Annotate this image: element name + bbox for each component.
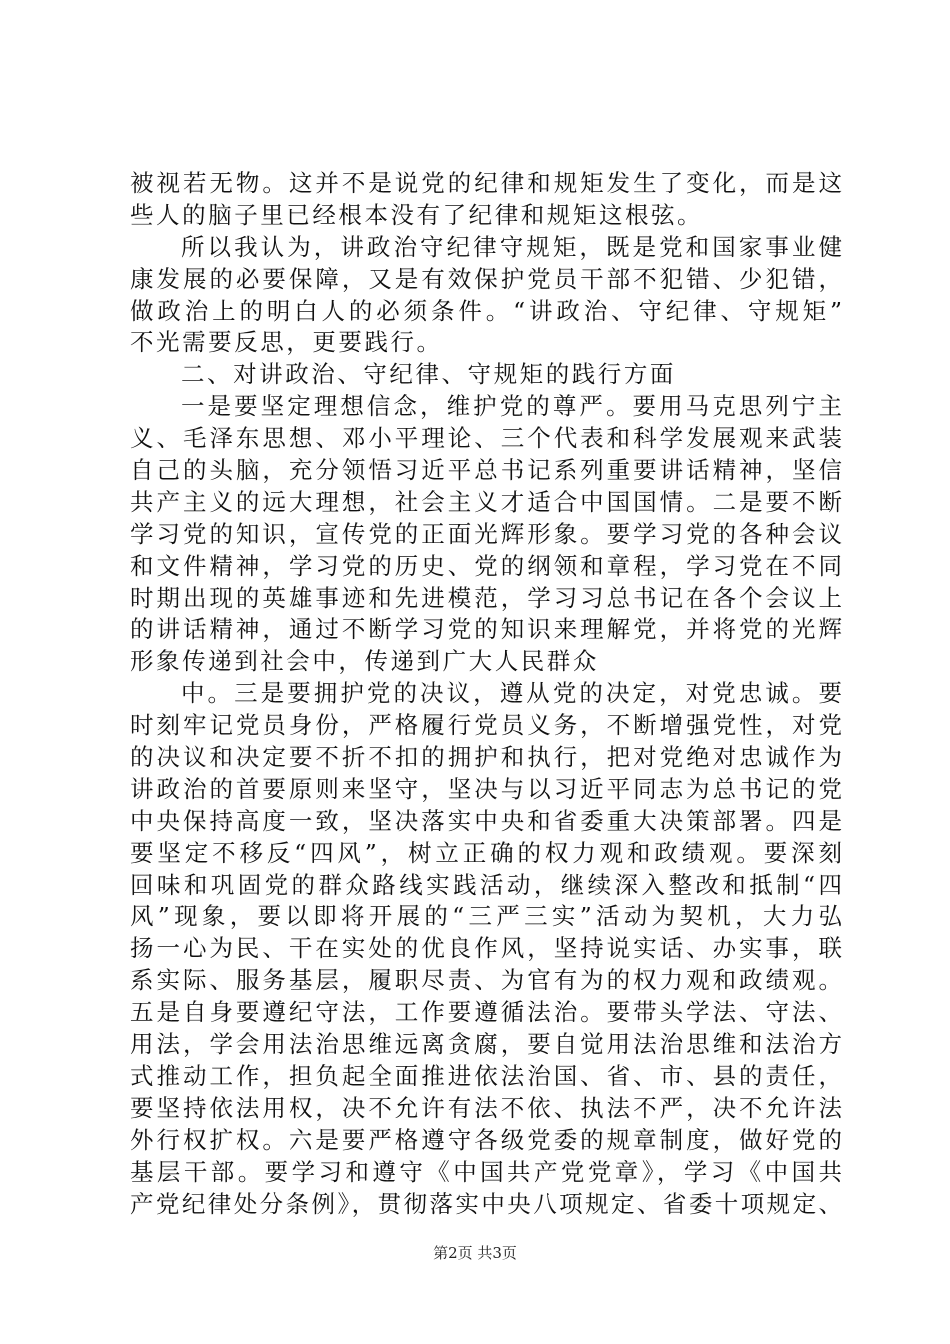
text-line: 康发展的必要保障，又是有效保护党员干部不犯错、少犯错， — [130, 264, 842, 293]
text-line: 学习党的知识，宣传党的正面光辉形象。要学习党的各种会议 — [130, 519, 842, 548]
text-line: 时期出现的英雄事迹和先进模范，学习习总书记在各个会议上 — [130, 583, 842, 612]
text-line: 形象传递到社会中，传递到广大人民群众 — [130, 647, 599, 676]
text-line: 五是自身要遵纪守法，工作要遵循法治。要带头学法、守法、 — [130, 998, 842, 1027]
text-line: 讲政治的首要原则来坚守，坚决与以习近平同志为总书记的党 — [130, 774, 842, 803]
text-line: 做政治上的明白人的必须条件。“讲政治、守纪律、守规矩” — [130, 296, 842, 325]
text-line: 自己的头脑，充分领悟习近平总书记系列重要讲话精神，坚信 — [130, 456, 842, 485]
body-text — [130, 168, 842, 1220]
text-line: 的讲话精神，通过不断学习党的知识来理解党，并将党的光辉 — [130, 615, 842, 644]
text-line: 风”现象，要以即将开展的“三严三实”活动为契机，大力弘 — [130, 902, 842, 931]
text-line: 用法，学会用法治思维远离贪腐，要自觉用法治思维和法治方 — [130, 1030, 842, 1059]
text-line: 些人的脑子里已经根本没有了纪律和规矩这根弦。 — [130, 200, 704, 229]
text-line: 所以我认为，讲政治守纪律守规矩，既是党和国家事业健 — [181, 232, 842, 261]
text-line: 不光需要反思，更要践行。 — [130, 328, 443, 357]
text-line: 义、毛泽东思想、邓小平理论、三个代表和科学发展观来武装 — [130, 424, 842, 453]
text-line: 二、对讲政治、守纪律、守规矩的践行方面 — [181, 360, 676, 389]
text-line: 基层干部。要学习和遵守《中国共产党党章》，学习《中国共 — [130, 1157, 842, 1186]
text-line: 要坚持依法用权，决不允许有法不依、执法不严，决不允许法 — [130, 1093, 842, 1122]
text-line: 的决议和决定要不折不扣的拥护和执行，把对党绝对忠诚作为 — [130, 743, 842, 772]
text-line: 要坚定不移反“四风”，树立正确的权力观和政绩观。要深刻 — [130, 838, 842, 867]
text-line: 中央保持高度一致，坚决落实中央和省委重大决策部署。四是 — [130, 806, 842, 835]
text-line: 中。三是要拥护党的决议，遵从党的决定，对党忠诚。要 — [181, 679, 842, 708]
text-line: 和文件精神，学习党的历史、党的纲领和章程，学习党在不同 — [130, 551, 842, 580]
text-line: 一是要坚定理想信念，维护党的尊严。要用马克思列宁主 — [181, 392, 842, 421]
text-line: 系实际、服务基层，履职尽责、为官有为的权力观和政绩观。 — [130, 966, 842, 995]
page-footer: 第2页 共3页 — [433, 1244, 517, 1262]
text-line: 外行权扩权。六是要严格遵守各级党委的规章制度，做好党的 — [130, 1125, 842, 1154]
text-line: 式推动工作，担负起全面推进依法治国、省、市、县的责任， — [130, 1061, 842, 1090]
text-line: 时刻牢记党员身份，严格履行党员义务，不断增强党性，对党 — [130, 711, 842, 740]
text-line: 被视若无物。这并不是说党的纪律和规矩发生了变化，而是这 — [130, 169, 842, 197]
text-line: 扬一心为民、干在实处的优良作风，坚持说实话、办实事，联 — [130, 934, 842, 963]
text-line: 产党纪律处分条例》，贯彻落实中央八项规定、省委十项规定、 — [130, 1189, 842, 1218]
text-line: 回味和巩固党的群众路线实践活动，继续深入整改和抵制“四 — [130, 870, 842, 899]
text-line: 共产主义的远大理想，社会主义才适合中国国情。二是要不断 — [130, 487, 842, 516]
